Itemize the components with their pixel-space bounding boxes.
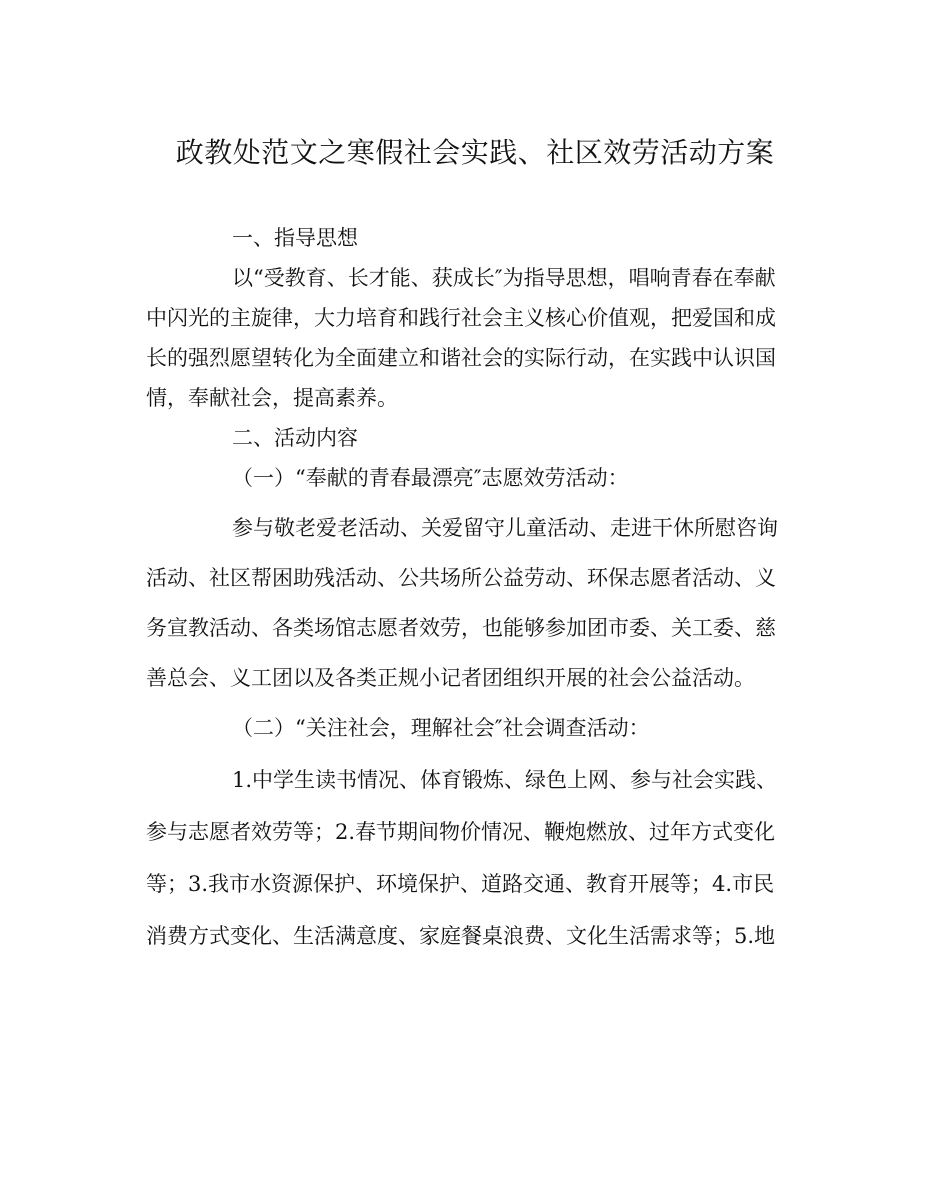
paragraph-line: 参与敬老爱老活动、关爱留守儿童活动、走进干休所慰咨询 [232, 516, 778, 540]
paragraph-line: 消费方式变化、生活满意度、家庭餐桌浪费、文化生活需求等；5.地 [146, 924, 776, 948]
paragraph-line: 情，奉献社会，提高素养。 [146, 386, 398, 410]
paragraph-line: 务宣教活动、各类场馆志愿者效劳，也能够参加团市委、关工委、慈 [146, 616, 776, 640]
paragraph-line: 长的强烈愿望转化为全面建立和谐社会的实际行动，在实践中认识国 [146, 346, 776, 370]
paragraph-line: 等；3.我市水资源保护、环境保护、道路交通、教育开展等；4.市民 [146, 872, 775, 896]
section-heading-guiding-ideology: 一、指导思想 [232, 226, 358, 250]
document-body [146, 218, 810, 956]
paragraph-line: 善总会、义工团以及各类正规小记者团组织开展的社会公益活动。 [146, 666, 755, 690]
subsection-heading-volunteer-service: （一）“奉献的青春最漂亮″志愿效劳活动： [232, 466, 629, 490]
paragraph-line: 以“受教育、长才能、获成长″为指导思想，唱响青春在奉献 [232, 266, 776, 290]
paragraph-line: 1.中学生读书情况、体育锻炼、绿色上网、参与社会实践、 [232, 768, 778, 792]
paragraph-line: 参与志愿者效劳等；2.春节期间物价情况、鞭炮燃放、过年方式变化 [146, 820, 776, 844]
section-heading-activity-content: 二、活动内容 [232, 426, 358, 450]
subsection-heading-social-survey: （二）“关注社会，理解社会″社会调查活动： [232, 716, 650, 740]
document-title: 政教处范文之寒假社会实践、社区效劳活动方案 [175, 136, 775, 169]
paragraph-line: 活动、社区帮困助残活动、公共场所公益劳动、环保志愿者活动、义 [146, 566, 776, 590]
paragraph-line: 中闪光的主旋律，大力培育和践行社会主义核心价值观，把爱国和成 [146, 306, 776, 330]
